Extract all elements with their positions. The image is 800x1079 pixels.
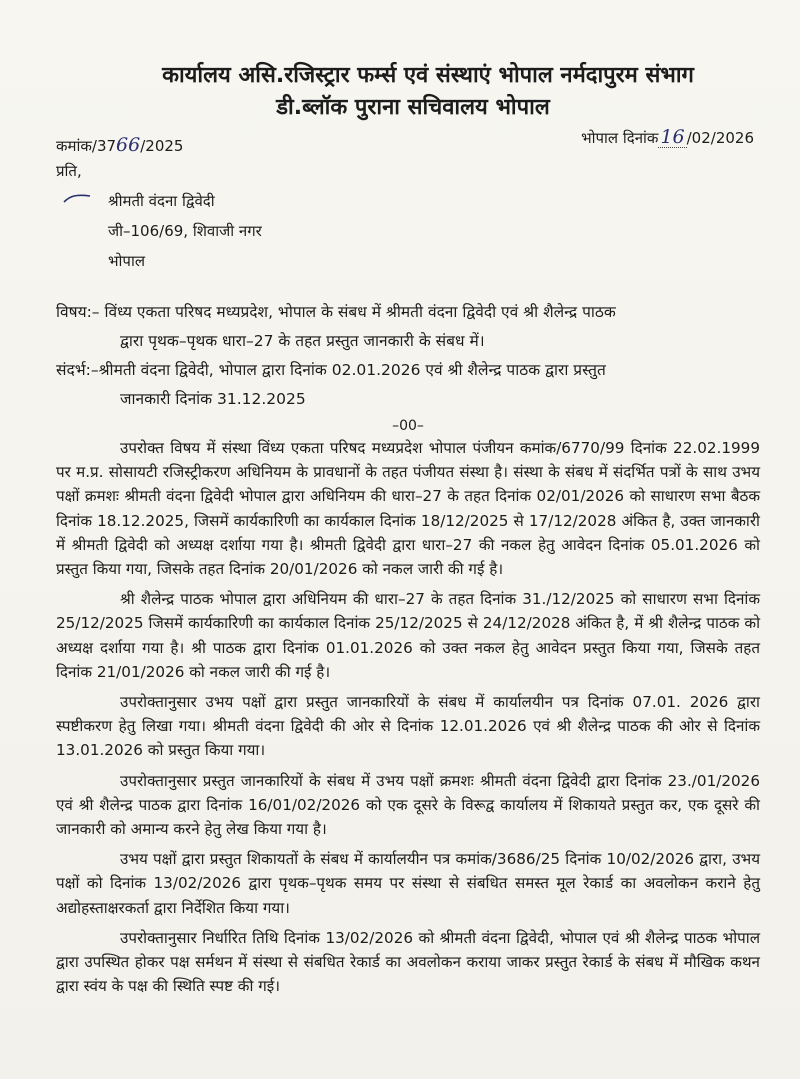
recipient-address <box>56 156 760 276</box>
subject-line-1 <box>56 298 760 327</box>
recipient-name: श्रीमती वंदना द्विवेदी <box>108 192 215 210</box>
reference-suffix: /2025 <box>140 137 184 155</box>
reference-subject-label: संदर्भ:– <box>56 361 99 379</box>
paragraph-3: उपरोक्तानुसार उभय पक्षों द्वारा प्रस्तुत जानकारियों के संबध में कार्यालयीन पत्र दिनांक 07.01. 2026 द्वारा स्पष्टीकरण हेतु लिखा गया। श्रीमती वंदना द्विवेदी की ओर से दिनांक 12.01.2026 एवं श्री शैलेन्द्र पाठक की ओर से दिनांक 13.01.2026 को प्रस्तुत किया गया। <box>56 693 760 760</box>
date-month-year: /02/2026 <box>686 129 754 147</box>
paragraph-2: श्री शैलेन्द्र पाठक भोपाल द्वारा अधिनियम की धारा–27 के तहत दिनांक 31./12/2025 को साधारण सभा दिनांक 25/12/2025 जिसमें कार्यकारिणी का कार्यकाल दिनांक 25/12/2025 से 24/12/2028 अंकित है, में श्री शैलेन्द्र पाठक को अध्यक्ष दर्शाया गया है। श्री पाठक द्वारा दिनांक 01.01.2026 को उक्त नकल हेतु आवेदन प्रस्तुत किया गया, जिसके तहत दिनांक 21/01/2026 को नकल जारी की गई है। <box>56 590 760 681</box>
date-day <box>658 126 686 148</box>
paragraph-5: उभय पक्षों द्वारा प्रस्तुत शिकायतों के संबध में कार्यालयीन पत्र कमांक/3686/25 दिनांक 10/02/2026 द्वारा, उभय पक्षों को दिनांक 13/02/2026 द्वारा पृथक–पृथक समय पर संस्था से संबधित समस्त मूल रेकार्ड का अवलोकन कराने हेतु अद्योहस्ताक्षरकर्ता द्वारा निर्देशित किया गया। <box>56 850 760 917</box>
subject-text-2: द्वारा पृथक–पृथक धारा–27 के तहत प्रस्तुत जानकारी के संबध में। <box>120 332 485 350</box>
separator: –00– <box>392 418 424 434</box>
reference-line-1 <box>56 356 760 385</box>
paragraph-4: उपरोक्तानुसार प्रस्तुत जानकारियों के संबध में उभय पक्षों क्रमशः श्रीमती वंदना द्विवेदी द्वारा दिनांक 23./01/2026 एवं श्री शैलेन्द्र पाठक द्वारा दिनांक 16/01/02/2026 को एक दूसरे के विरूद्व कार्यालय में शिकायते प्रस्तुत कर, एक दूसरे की जानकारी को अमान्य करने हेतु लेख किया गया है। <box>56 771 760 839</box>
reference-subject-text-2: जानकारी दिनांक 31.12.2025 <box>120 390 306 408</box>
reference-prefix: /37 <box>91 137 117 155</box>
recipient-city: भोपाल <box>108 252 146 270</box>
paragraph-1: उपरोक्त विषय में संस्था विंध्य एकता परिषद मध्यप्रदेश भोपाल पंजीयन कमांक/6770/99 दिनांक 22.02.1999 पर म.प्र. सोसायटी रजिस्ट्रीकरण अधिनियम के प्रावधानों के तहत पंजीयत संस्था है। संस्था के संबध में संदर्भित पत्रों के साथ उभय पक्षों क्रमशः श्रीमती वंदना द्विवेदी भोपाल द्वारा अधिनियम की धारा–27 के तहत दिनांक 02/01/2026 को साधारण सभा बैठक दिनांक 18.12.2025, जिसमें कार्यकारिणी का कार्यकाल दिनांक 18/12/2025 से 17/12/2028 अंकित है, उक्त जानकारी में श्रीमती द्विवेदी को अध्यक्ष दर्शाया गया है। श्रीमती द्विवेदी द्वारा धारा–27 की नकल हेतु आवेदन दिनांक 05.01.2026 को प्रस्तुत किया गया, जिसके तहत दिनांक 20/01/2026 को नकल जारी की गई है। <box>56 439 760 579</box>
date-label: भोपाल दिनांक <box>581 129 659 147</box>
subject-block <box>56 298 760 414</box>
reference-label: कमांक <box>56 137 92 155</box>
letterhead <box>56 60 760 124</box>
office-title: कार्यालय असि.रजिस्ट्रार फर्म्स एवं संस्थाएं भोपाल नर्मदापुरम संभाग <box>162 63 694 88</box>
subject-label: विषय:– <box>56 303 100 321</box>
subject-text-1: विंध्य एकता परिषद मध्यप्रदेश, भोपाल के संबध में श्रीमती वंदना द्विवेदी एवं श्री शैलेन्द्र पाठक <box>104 303 616 321</box>
paragraph-6: उपरोक्तानुसार निर्धारित तिथि दिनांक 13/02/2026 को श्रीमती वंदना द्विवेदी, भोपाल एवं श्री शैलेन्द्र पाठक भोपाल द्वारा उपस्थित होकर पक्ष सर्मथन में संस्था से संबधित रेकार्ड का अवलोकन कराया जाकर प्रस्तुत रेकार्ड के संबध में मौखिक कथन द्वारा स्वंय के पक्ष की स्थिति स्पष्ट की गई। <box>56 928 760 996</box>
reference-row <box>56 126 760 156</box>
reference-subject-text-1: श्रीमती वंदना द्विवेदी, भोपाल द्वारा दिनांक 02.01.2026 एवं श्री शैलेन्द्र पाठक द्वारा प्रस्तुत <box>98 361 606 379</box>
letter-body <box>56 436 760 998</box>
date-handwritten-day: 16 <box>660 126 685 148</box>
pen-mark-icon <box>62 192 92 206</box>
reference-handwritten: 66 <box>116 134 141 156</box>
recipient-street: जी–106/69, शिवाजी नगर <box>108 222 262 240</box>
to-label: प्रति, <box>56 162 82 180</box>
reference-number <box>56 134 183 156</box>
letter-date <box>581 126 754 148</box>
office-address: डी.ब्लॉक पुराना सचिवालय भोपाल <box>276 95 550 120</box>
